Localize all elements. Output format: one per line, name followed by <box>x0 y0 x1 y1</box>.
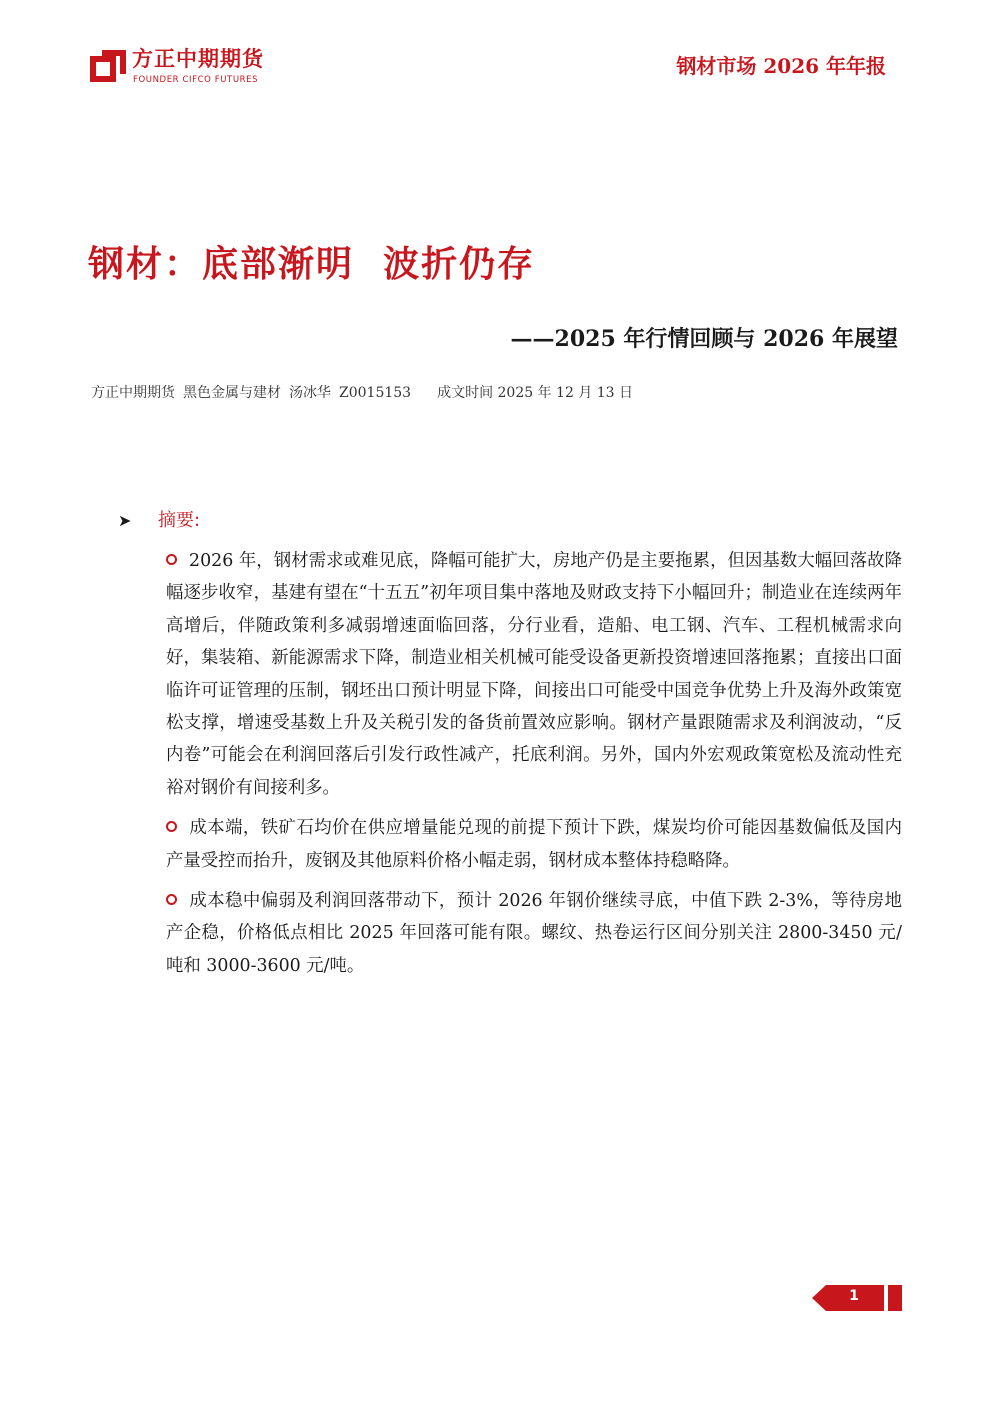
byline-cert: Z0015153 <box>339 385 412 401</box>
circle-bullet-icon <box>166 821 177 832</box>
report-tag: 钢材市场 2026 年年报 <box>676 54 886 78</box>
summary-paragraph-text: 2026 年，钢材需求或难见底，降幅可能扩大，房地产仍是主要拖累，但因基数大幅回落故降幅逐步收窄，基建有望在“十五五”初年项目集中落地及财政支持下小幅回升；制造业在连续两年高增后，伴随政策利多减弱增速面临回落，分行业看，造船、电工钢、汽车、工程机械需求向好，集装箱、新能源需求下降，制造业相关机械可能受设备更新投资增速回落拖累；直接出口面临许可证管理的压制，钢坯出口预计明显下降，间接出口可能受中国竞争优势上升及海外政策宽松支撑，增速受基数上升及关税引发的备货前置效应影响。钢材产量跟随需求及利润波动，“反内卷”可能会在利润回落后引发行政性减产，托底利润。另外，国内外宏观政策宽松及流动性充裕对钢价有间接利多。 <box>166 551 902 798</box>
summary-paragraph-text: 成本端，铁矿石均价在供应增量能兑现的前提下预计下跌，煤炭均价可能因基数偏低及国内产量受控而抬升，废钢及其他原料价格小幅走弱，钢材成本整体持稳略降。 <box>166 818 902 871</box>
summary-body <box>166 545 902 990</box>
byline-date: 成文时间 2025 年 12 月 13 日 <box>437 385 634 401</box>
summary-paragraph-text: 成本稳中偏弱及利润回落带动下，预计 2026 年钢价继续寻底，中值下跌 2-3%，等待房地产企稳，价格低点相比 2025 年回落可能有限。螺纹、热卷运行区间分别关注 2800-3450 元/吨和 3000-3600 元/吨。 <box>166 891 902 976</box>
page-subtitle: ——2025 年行情回顾与 2026 年展望 <box>510 326 898 352</box>
company-logo <box>88 44 288 88</box>
summary-heading-row <box>118 506 200 532</box>
page-number: 1 <box>849 1288 859 1304</box>
circle-bullet-icon <box>166 894 177 905</box>
byline <box>91 382 633 402</box>
byline-author: 汤冰华 <box>289 385 331 401</box>
summary-paragraph <box>166 812 902 877</box>
summary-paragraph <box>166 545 902 804</box>
byline-company: 方正中期期货 <box>91 385 175 401</box>
byline-dept: 黑色金属与建材 <box>183 385 281 401</box>
page-number-badge <box>812 1285 902 1311</box>
summary-heading: 摘要: <box>158 510 201 531</box>
circle-bullet-icon <box>166 554 177 565</box>
arrow-bullet-icon: ➤ <box>118 511 132 530</box>
svg-text:方正中期期货: 方正中期期货 <box>132 47 264 71</box>
summary-paragraph <box>166 885 902 982</box>
logo-wordmark <box>88 44 288 88</box>
page-number-bar <box>888 1285 902 1311</box>
svg-text:FOUNDER CIFCO FUTURES: FOUNDER CIFCO FUTURES <box>133 75 259 85</box>
page-title: 钢材：底部渐明 波折仍存 <box>88 243 536 285</box>
